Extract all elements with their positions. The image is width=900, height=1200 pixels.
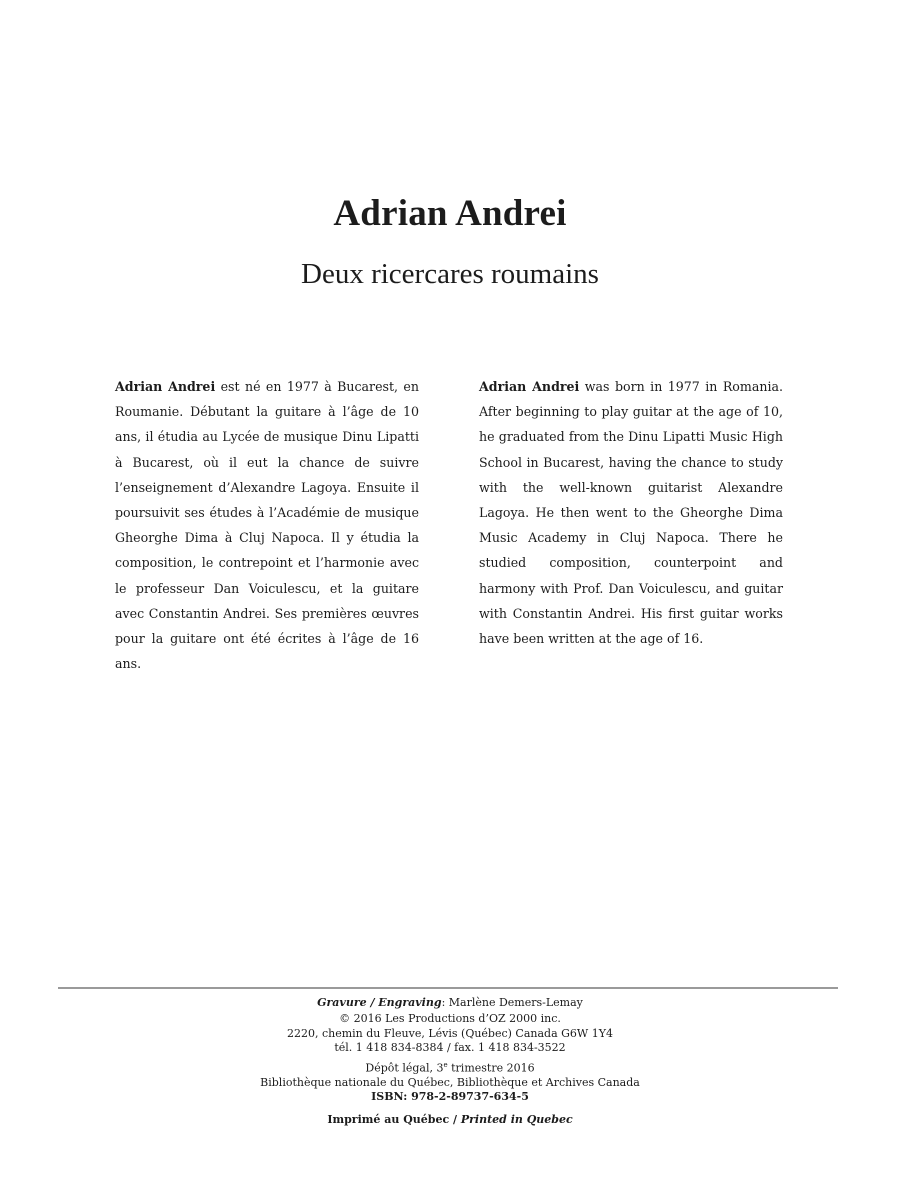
legal-deposit: Dépôt légal, 3e trimestre 2016 xyxy=(365,1060,535,1075)
printed-in-line: Imprimé au Québec / Printed in Quebec xyxy=(327,1112,573,1126)
engraving-credit: Gravure / Engraving: Marlène Demers-Lemay xyxy=(317,996,583,1009)
composer-name: Adrian Andrei xyxy=(333,193,567,234)
colophon xyxy=(0,996,900,1127)
footer-divider xyxy=(58,987,838,989)
copyright-line: © 2016 Les Productions d’OZ 2000 inc. xyxy=(339,1012,561,1026)
engraving-label: Gravure / Engraving xyxy=(317,996,442,1009)
biography-french-name: Adrian Andrei xyxy=(115,379,216,394)
biography-english-text: was born in 1977 in Romania. After beginning to play guitar at the age of 10, he graduated from the Dinu Lipatti Music High School in Bucarest, having the chance to study with the well-known guitarist Alexandre Lagoya. He then went to the Gheorghe Dima Music Academy in Cluj Napoca. There he studied composition, counterpoint and harmony with Prof. Dan Voiculescu, and guitar with Constantin Andrei. His first guitar works have been written at the age of 16. xyxy=(479,379,783,647)
biography-french xyxy=(115,374,419,676)
libraries-line: Bibliothèque nationale du Québec, Bibliothèque et Archives Canada xyxy=(260,1075,640,1089)
biography-french-text: est né en 1977 à Bucarest, en Roumanie. Débutant la guitare à l’âge de 10 ans, il étudia au Lycée de musique Dinu Lipatti à Bucarest, où il eut la chance de suivre l’enseignement d’Alexandre Lagoya. Ensuite il poursuivit ses études à l’Académie de musique Gheorghe Dima à Cluj Napoca. Il y étudia la composition, le contrepoint et l’harmonie avec le professeur Dan Voiculescu, et la guitare avec Constantin Andrei. Ses premières œuvres pour la guitare ont été écrites à l’âge de 16 ans. xyxy=(115,379,419,672)
work-title: Deux ricercares roumains xyxy=(301,258,599,290)
publisher-phone: tél. 1 418 834-8384 / fax. 1 418 834-3522 xyxy=(334,1041,566,1055)
isbn-line: ISBN: 978-2-89737-634-5 xyxy=(371,1090,529,1104)
biography-english-name: Adrian Andrei xyxy=(479,379,580,394)
engraver-name: Marlène Demers-Lemay xyxy=(448,996,583,1009)
publisher-address: 2220, chemin du Fleuve, Lévis (Québec) Canada G6W 1Y4 xyxy=(286,1026,613,1040)
biography-english xyxy=(479,374,783,651)
